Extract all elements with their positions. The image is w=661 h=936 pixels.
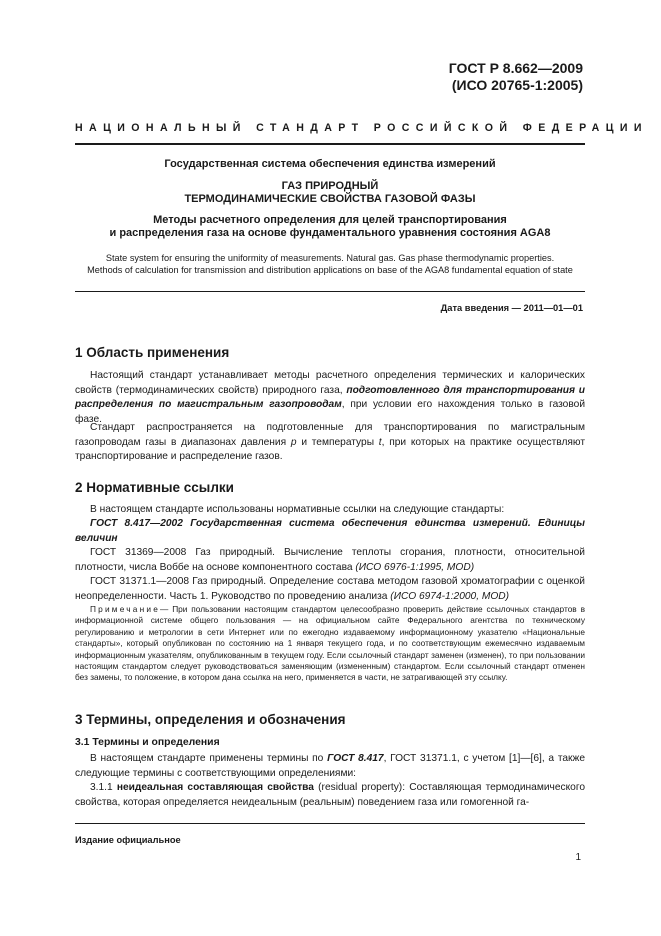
title-line-1: ГАЗ ПРИРОДНЫЙ xyxy=(281,180,379,192)
section-2-note: Примечание— При пользовании настоящим стандартом целесообразно проверить действие ссылочных стандартов в информационной системе общего пользования — на официальном сайте Федерального агентства по техническому регулированию и метрологии в сети Интернет или по ежегодно издаваемому информационному указателю «Национальные стандарты», который опубликован по состоянию на 1 января текущего года, и по соответствующим ежемесячно издаваемым информационным указателям, опубликованным в текущем году. Если ссылочный стандарт заменен (изменен), то при пользовании настоящим стандартом следует руководствоваться заменяющим (измененным) стандартом. Если ссылочный стандарт отменен без замены, то положение, в котором дана ссылка на него, применяется в части, не затрагивающей эту ссылку. xyxy=(75,604,585,683)
iso-number: (ИСО 20765-1:2005) xyxy=(451,77,583,93)
subtitle-line-2: и распределения газа на основе фундаментального уравнения состояния AGA8 xyxy=(109,227,551,239)
official-edition-label: Издание официальное xyxy=(75,835,181,845)
system-title: Государственная система обеспечения единства измерений xyxy=(164,158,496,170)
reference-gost-8-417: ГОСТ 8.417—2002 Государственная система обеспечения единства измерений. Единицы величин xyxy=(75,518,585,544)
english-title-line-2: Methods of calculation for transmission and distribution applications on base of the AGA8 fundamental equation of state xyxy=(87,265,573,275)
note-label: Примечание xyxy=(90,604,161,614)
subsection-3-1-heading: 3.1 Термины и определения xyxy=(75,737,220,748)
section-1-heading: 1 Область применения xyxy=(75,345,230,360)
section-2-intro: В настоящем стандарте использованы нормативные ссылки на следующие стандарты: xyxy=(90,504,505,515)
standard-designation xyxy=(449,60,583,94)
header-divider xyxy=(75,291,585,292)
section-3-heading: 3 Термины, определения и обозначения xyxy=(75,712,346,727)
page-number: 1 xyxy=(575,852,581,863)
standard-number: ГОСТ Р 8.662—2009 xyxy=(448,60,583,76)
section-1-paragraph-1: Настоящий стандарт устанавливает методы расчетного определения термических и калорических свойств (термодинамических свойств) природного газа, подготовленного для транспортирования и распределения по магистральным газопроводам, при условии его нахождения только в газовой фазе. xyxy=(75,370,586,425)
document-title xyxy=(75,180,585,206)
reference-gost-31369: ГОСТ 31369—2008 Газ природный. Вычисление теплоты сгорания, плотности, относительной плотности, числа Воббе на основе компонентного состава (ИСО 6976-1:1995, MOD) xyxy=(75,547,585,573)
subtitle-line-1: Методы расчетного определения для целей транспортирования xyxy=(153,214,507,226)
english-title-line-1: State system for ensuring the uniformity of measurements. Natural gas. Gas phase thermodynamic properties. xyxy=(105,253,555,263)
title-line-2: ТЕРМОДИНАМИЧЕСКИЕ СВОЙСТВА ГАЗОВОЙ ФАЗЫ xyxy=(184,193,476,205)
national-standard-title: НАЦИОНАЛЬНЫЙ СТАНДАРТ РОССИЙСКОЙ ФЕДЕРАЦИИ xyxy=(75,122,648,134)
section-1-paragraph-2: Стандарт распространяется на подготовленные для транспортирования по магистральным газопроводам газы в диапазонах давления p и температуры t, при которых на практике осуществляют транспортирование и распределение газов. xyxy=(75,422,585,462)
reference-gost-31371-1: ГОСТ 31371.1—2008 Газ природный. Определение состава методом газовой хроматографии с оценкой неопределенности. Часть 1. Руководство по проведению анализа (ИСО 6974-1:2000, MOD) xyxy=(75,576,585,602)
document-subtitle xyxy=(75,214,585,240)
english-title xyxy=(75,252,585,276)
footer-rule xyxy=(75,823,585,824)
section-3-paragraph-1: В настоящем стандарте применены термины по ГОСТ 8.417, ГОСТ 31371.1, с учетом [1]—[6], а также следующие термины с соответствующими определениями: xyxy=(75,753,585,779)
title-rule xyxy=(75,143,585,145)
section-2-heading: 2 Нормативные ссылки xyxy=(75,480,234,495)
definition-3-1-1: 3.1.1 неидеальная составляющая свойства (residual property): Составляющая термодинамического свойства, которая определяется неидеальным (реальным) поведением газа или гомогенной га- xyxy=(75,782,585,808)
introduction-date: Дата введения — 2011—01—01 xyxy=(440,303,583,313)
